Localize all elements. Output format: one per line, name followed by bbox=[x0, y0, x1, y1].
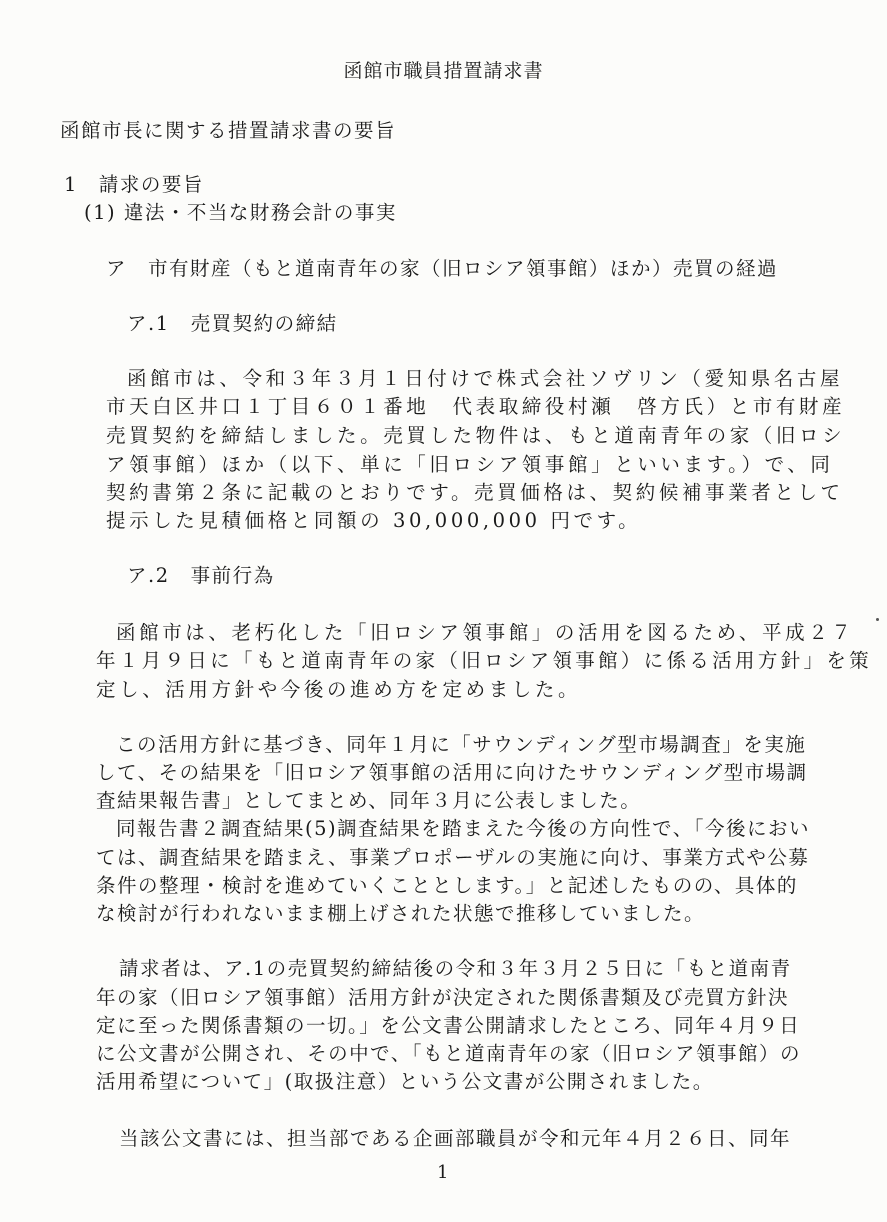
page-number: 1 bbox=[437, 1162, 450, 1183]
paragraph-line: 契約書第２条に記載のとおりです。売買価格は、契約候補事業者として bbox=[106, 481, 844, 504]
heading-a: ア 市有財産（もと道南青年の家（旧ロシア領事館）ほか）売買の経過 bbox=[106, 257, 779, 280]
paragraph-line: に公文書が公開され、その中で、「もと道南青年の家（旧ロシア領事館）の bbox=[96, 1042, 802, 1065]
paragraph-line: 函館市は、令和３年３月１日付けで株式会社ソヴリン（愛知県名古屋 bbox=[127, 367, 844, 390]
paragraph-line: な検討が行われないまま棚上げされた状態で推移していました。 bbox=[96, 902, 706, 925]
paragraph-line: 査結果報告書」としてまとめ、同年３月に公表しました。 bbox=[96, 789, 642, 812]
paragraph-line: 市天白区井口１丁目６０１番地 代表取締役村瀬 啓方氏）と市有財産 bbox=[106, 395, 846, 418]
paragraph-line: 提示した見積価格と同額の 30,000,000 円です。 bbox=[106, 509, 642, 532]
paragraph-line: ア領事館）ほか（以下、単に「旧ロシア領事館」といいます。）で、同 bbox=[106, 453, 834, 476]
paragraph-line: 売買契約を締結しました。売買した物件は、もと道南青年の家（旧ロシ bbox=[106, 424, 846, 447]
paragraph-line: 定し、活用方針や今後の進め方を定めました。 bbox=[96, 678, 582, 701]
paragraph-line: して、その結果を「旧ロシア領事館の活用に向けたサウンディング型市場調 bbox=[96, 761, 808, 784]
heading-a2: ア.2 事前行為 bbox=[127, 564, 275, 587]
paragraph-line: ては、調査結果を踏まえ、事業プロポーザルの実施に向け、事業方式や公募 bbox=[96, 846, 810, 869]
document-title: 函館市職員措置請求書 bbox=[343, 60, 544, 82]
section-heading-1-1: (1) 違法・不当な財務会計の事実 bbox=[84, 201, 397, 224]
paragraph-line: 同報告書２調査結果(5)調査結果を踏まえた今後の方向性で、「今後におい bbox=[116, 817, 810, 840]
paragraph-line: 函館市は、老朽化した「旧ロシア領事館」の活用を図るため、平成２７ bbox=[116, 621, 855, 644]
document-subtitle: 函館市長に関する措置請求書の要旨 bbox=[60, 119, 397, 142]
paragraph-line: 年１月９日に「もと道南青年の家（旧ロシア領事館）に係る活用方針」を策 bbox=[96, 649, 872, 672]
paragraph-line: 請求者は、ア.1の売買契約締結後の令和３年３月２５日に「もと道南青 bbox=[119, 957, 792, 980]
paragraph-line: 年の家（旧ロシア領事館）活用方針が決定された関係書類及び売買方針決 bbox=[96, 986, 790, 1009]
scan-speck bbox=[876, 618, 879, 621]
paragraph-line: 当該公文書には、担当部である企画部職員が令和元年４月２６日、同年 bbox=[119, 1127, 792, 1150]
paragraph-line: 活用希望について」(取扱注意）という公文書が公開されました。 bbox=[96, 1070, 714, 1093]
section-heading-1: 1 請求の要旨 bbox=[64, 173, 204, 196]
paragraph-line: この活用方針に基づき、同年１月に「サウンディング型市場調査」を実施 bbox=[116, 733, 807, 756]
paragraph-line: 条件の整理・検討を進めていくこととします。」と記述したものの、具体的 bbox=[96, 874, 798, 897]
heading-a1: ア.1 売買契約の締結 bbox=[127, 312, 338, 335]
paragraph-line: 定に至った関係書類の一切。」を公文書公開請求したところ、同年４月９日 bbox=[96, 1014, 801, 1037]
